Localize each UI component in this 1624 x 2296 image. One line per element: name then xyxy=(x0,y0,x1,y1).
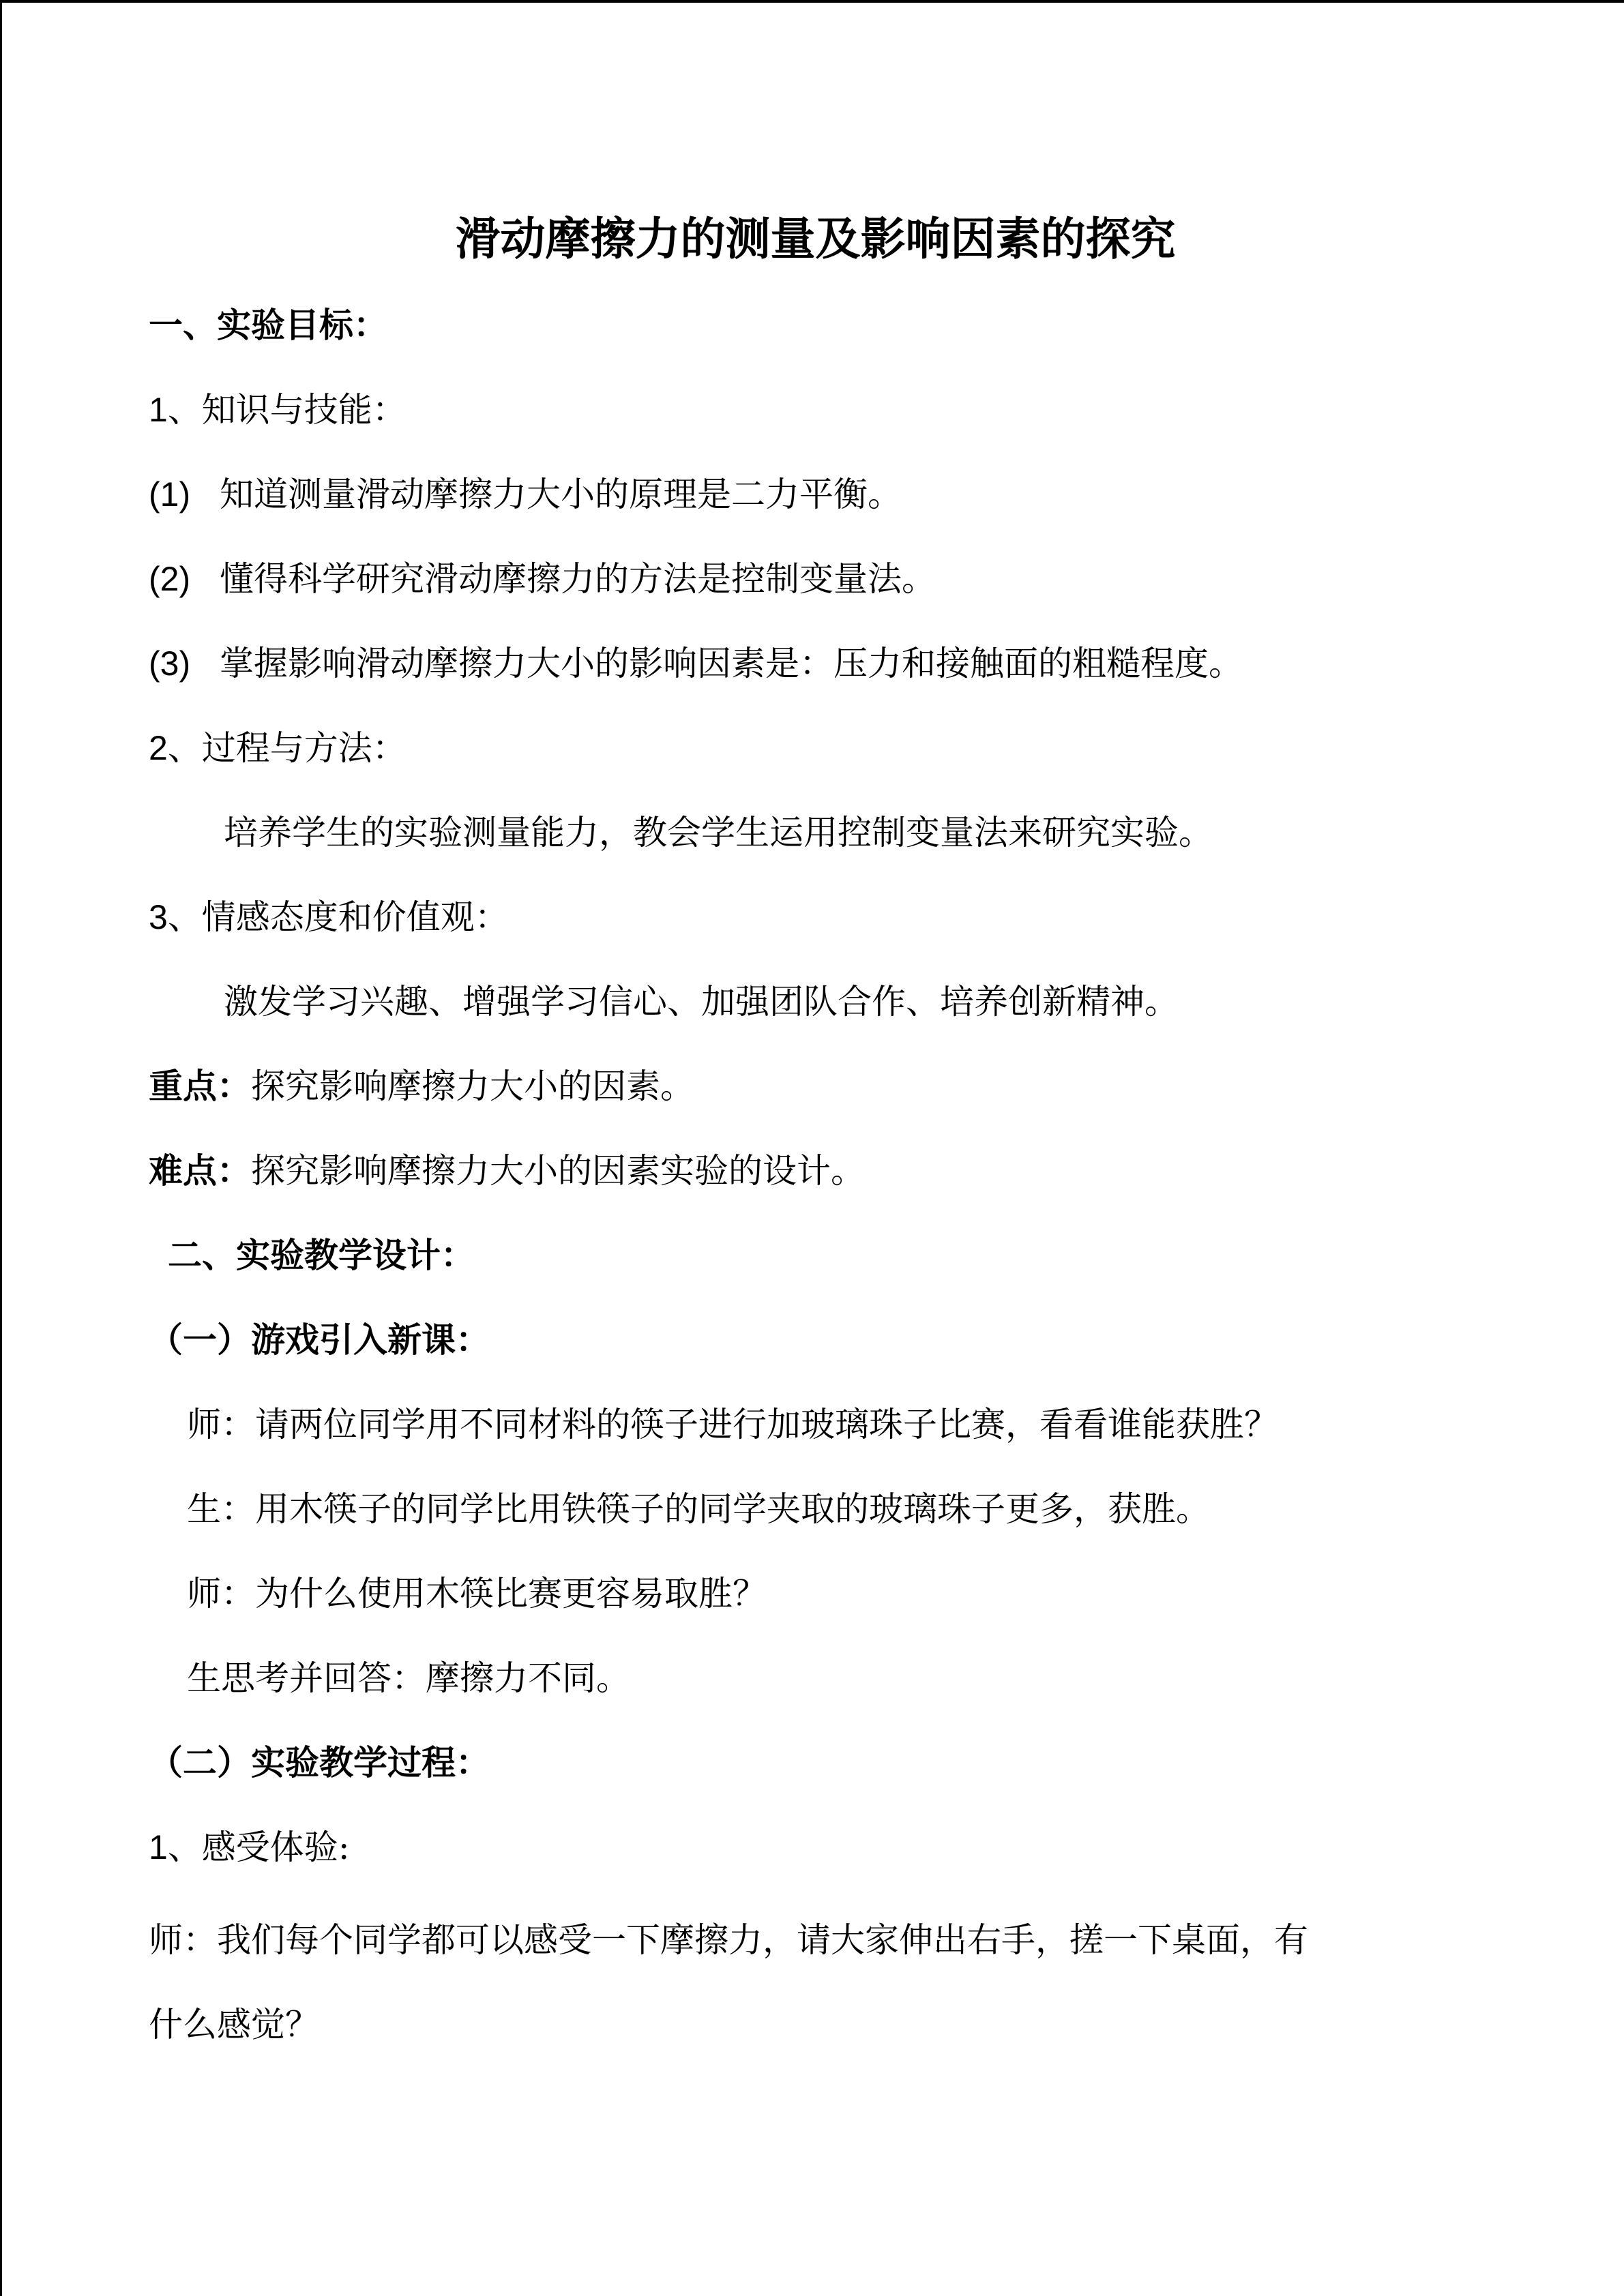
subsection-1-label: 、知识与技能： xyxy=(167,390,407,430)
document-title: 滑动摩擦力的测量及影响因素的探究 xyxy=(455,212,1176,265)
subsection-1-number: 1 xyxy=(149,391,168,429)
subsection-2-body: 培养学生的实验测量能力，教会学生运用控制变量法来研究实验。 xyxy=(224,813,1213,852)
step-1-number: 1 xyxy=(149,1828,168,1866)
subsection-2-label: 、过程与方法： xyxy=(167,728,407,768)
objective-item-2-text: 懂得科学研究滑动摩擦力的方法是控制变量法。 xyxy=(220,559,936,599)
section-1-heading: 一、实验目标： xyxy=(149,305,387,345)
key-point-label: 重点： xyxy=(149,1066,251,1106)
part-1-heading: （一）游戏引入新课： xyxy=(149,1320,490,1360)
objective-item-3-text: 掌握影响滑动摩擦力大小的影响因素是：压力和接触面的粗糙程度。 xyxy=(220,644,1243,683)
section-2-heading: 二、实验教学设计： xyxy=(168,1235,475,1275)
subsection-2-number: 2 xyxy=(149,729,168,767)
subsection-3-number: 3 xyxy=(149,898,168,936)
subsection-3-body: 激发学习兴趣、增强学习信心、加强团队合作、培养创新精神。 xyxy=(224,982,1179,1022)
page-left-border xyxy=(0,0,2,2296)
objective-item-1-number: (1) xyxy=(149,475,191,513)
objective-item-1 xyxy=(149,473,902,516)
dialog-line-4: 生思考并回答：摩擦力不同。 xyxy=(187,1658,630,1698)
subsection-1-heading xyxy=(149,389,407,431)
dialog-line-1: 师：请两位同学用不同材料的筷子进行加玻璃珠子比赛，看看谁能获胜？ xyxy=(187,1405,1278,1444)
objective-item-2-number: (2) xyxy=(149,560,191,598)
page-top-border xyxy=(0,0,1624,3)
paragraph-line-1: 师：我们每个同学都可以感受一下摩擦力，请大家伸出右手，搓一下桌面，有 xyxy=(149,1920,1308,1960)
step-1-label: 、感受体验: xyxy=(167,1828,350,1867)
subsection-2-heading xyxy=(149,727,407,769)
objective-item-2 xyxy=(149,558,936,600)
subsection-3-label: 、情感态度和价值观： xyxy=(167,897,509,937)
key-point xyxy=(149,1065,694,1107)
dialog-line-3: 师：为什么使用木筷比赛更容易取胜？ xyxy=(187,1574,767,1613)
key-point-text: 探究影响摩擦力大小的因素。 xyxy=(251,1067,694,1106)
objective-item-3 xyxy=(149,642,1243,685)
difficulty-point-label: 难点： xyxy=(149,1150,251,1191)
dialog-line-2: 生：用木筷子的同学比用铁筷子的同学夹取的玻璃珠子更多，获胜。 xyxy=(187,1489,1210,1529)
part-2-heading: （二）实验教学过程： xyxy=(149,1742,490,1783)
difficulty-point xyxy=(149,1150,865,1192)
difficulty-point-text: 探究影响摩擦力大小的因素实验的设计。 xyxy=(251,1151,865,1191)
paragraph-line-2: 什么感觉？ xyxy=(149,2005,319,2044)
objective-item-3-number: (3) xyxy=(149,644,191,683)
objective-item-1-text: 知道测量滑动摩擦力大小的原理是二力平衡。 xyxy=(220,475,902,514)
subsection-3-heading xyxy=(149,896,509,938)
step-1-heading xyxy=(149,1826,350,1868)
